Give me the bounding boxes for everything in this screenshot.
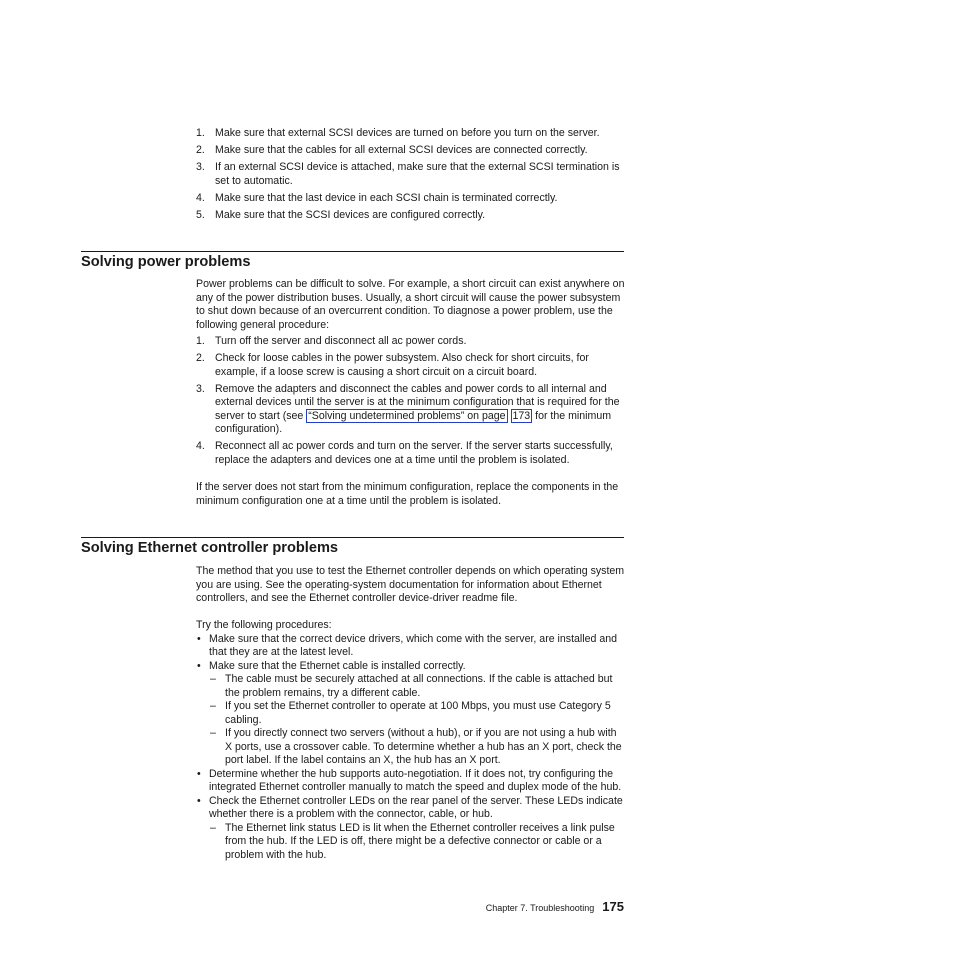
bullet-mark: • [197, 632, 201, 645]
dash-mark: – [210, 821, 216, 834]
list-text: Reconnect all ac power cords and turn on the server. If the server starts successfully, replace the adapters and devices one at a time until the problem is isolated. [215, 440, 613, 466]
list-item [196, 768, 626, 795]
list-item [196, 383, 626, 437]
section-divider [81, 537, 624, 538]
list-item [196, 660, 626, 674]
dash-mark: – [210, 727, 216, 739]
list-item [196, 795, 626, 822]
ethernet-try-text: Try the following procedures: [196, 619, 332, 631]
list-text: Check the Ethernet controller LEDs on the rear panel of the server. These LEDs indicate whether there is a problem with the connector, cable, or hub. [209, 794, 623, 820]
section-divider [81, 251, 624, 252]
list-number: 5. [196, 208, 205, 221]
scsi-checklist [196, 127, 626, 226]
list-item [196, 209, 626, 223]
power-section-heading: Solving power problems [81, 254, 251, 270]
dash-mark: – [210, 700, 216, 712]
list-text: The Ethernet link status LED is lit when the Ethernet controller receives a link pulse from the hub. If the LED is off, there might be a defective connector or cable or a problem with the hub. [225, 821, 615, 861]
list-text: Make sure that the Ethernet cable is installed correctly. [209, 659, 466, 672]
footer-chapter: Chapter 7. Troubleshooting [485, 903, 595, 913]
list-text: Turn off the server and disconnect all ac power cords. [215, 335, 467, 347]
list-text: Make sure that the last device in each SCSI chain is terminated correctly. [215, 191, 558, 204]
bullet-mark: • [197, 659, 201, 672]
list-text: If you set the Ethernet controller to operate at 100 Mbps, you must use Category 5 cabling. [225, 700, 611, 726]
sub-list-item [196, 822, 626, 863]
power-closing: If the server does not start from the minimum configuration, replace the components in the minimum configuration one at a time until the problem is isolated. [196, 481, 619, 507]
list-item [196, 192, 626, 206]
list-item [196, 633, 626, 660]
sub-list-item [196, 673, 626, 700]
list-number: 2. [196, 144, 205, 156]
list-number: 4. [196, 440, 205, 452]
list-text: If you directly connect two servers (without a hub), or if you are not using a hub with X ports, use a crossover cable. To determine whether a hub has an X port, check the port label. If the label contains an X, the hub has an X port. [225, 727, 622, 766]
list-text: Make sure that the SCSI devices are configured correctly. [215, 208, 486, 221]
bullet-mark: • [197, 794, 201, 807]
list-number: 4. [196, 191, 205, 204]
list-text: The cable must be securely attached at all connections. If the cable is attached but the problem remains, try a different cable. [225, 673, 613, 699]
list-number: 1. [196, 335, 205, 347]
page-number: 175 [602, 899, 624, 914]
list-text: If an external SCSI device is attached, make sure that the external SCSI termination is set to automatic. [215, 161, 620, 187]
list-number: 3. [196, 161, 205, 173]
bullet-mark: • [197, 767, 201, 780]
list-item [196, 127, 626, 141]
sub-list-item [196, 727, 626, 768]
power-section-body [196, 278, 626, 508]
list-number: 1. [196, 127, 205, 139]
list-text: Remove the adapters and disconnect the cables and power cords to all internal and external devices until the server is at the minimum configuration that is required for the server to start (see [215, 382, 620, 422]
list-item [196, 352, 626, 379]
list-text: for the minimum configuration). [215, 409, 612, 435]
list-text: Make sure that the cables for all external SCSI devices are connected correctly. [215, 144, 588, 156]
cross-reference-link[interactable]: “Solving undetermined problems” on page [308, 409, 506, 422]
dash-mark: – [210, 673, 216, 685]
list-item [196, 440, 626, 467]
ethernet-intro: The method that you use to test the Ethernet controller depends on which operating system you are using. See the operating-system documentation for information about Ethernet controllers, and see the Ethernet controller device-driver readme file. [196, 565, 625, 604]
list-text: Check for loose cables in the power subsystem. Also check for short circuits, for example, if a loose screw is causing a short circuit on a circuit board. [215, 352, 589, 378]
list-item [196, 144, 626, 158]
ethernet-section-heading: Solving Ethernet controller problems [81, 540, 339, 556]
cross-reference-page-link[interactable]: 173 [512, 409, 531, 422]
sub-list-item [196, 700, 626, 727]
ethernet-section-body [196, 565, 626, 862]
list-text: Make sure that the correct device drivers, which come with the server, are installed and that they are at the latest level. [209, 632, 618, 658]
power-intro: Power problems can be difficult to solve. For example, a short circuit can exist anywhere on any of the power distribution buses. Usually, a short circuit will cause the power subsystem to shut down because of an overcurrent condition. To diagnose a power problem, use the following general procedure: [196, 278, 625, 331]
list-item [196, 161, 626, 188]
list-text: Determine whether the hub supports auto-negotiation. If it does not, try configuring the integrated Ethernet controller manually to match the speed and duplex mode of the hub. [209, 767, 622, 793]
page-footer [486, 900, 624, 915]
list-item [196, 335, 626, 349]
list-text: Make sure that external SCSI devices are turned on before you turn on the server. [215, 127, 600, 139]
list-number: 3. [196, 382, 205, 395]
list-number: 2. [196, 352, 205, 364]
